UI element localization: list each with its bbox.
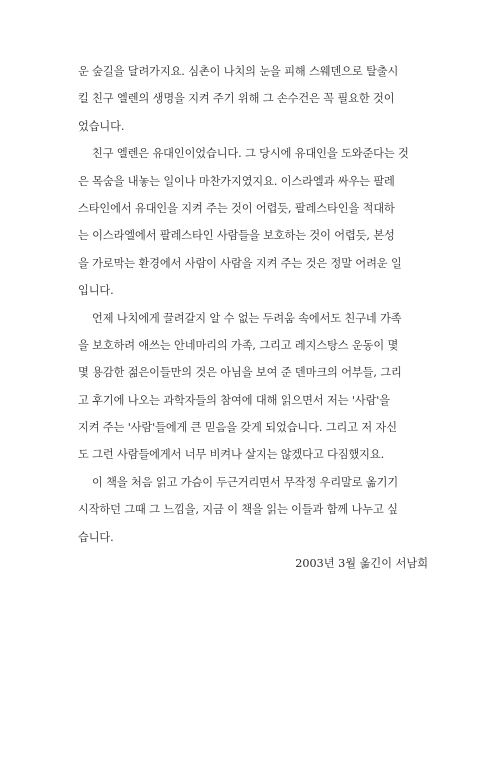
text-line: 친구 엘렌은 유대인이었습니다. 그 당시에 유대인을 도와준다는 것 xyxy=(92,147,409,161)
text-line: 습니다. xyxy=(78,530,114,544)
text-line: 은 목숨을 내놓는 일이나 마찬가지였지요. 이스라엘과 싸우는 팔레 xyxy=(78,174,395,188)
text-line: 언제 나치에게 끌려갈지 알 수 없는 두려움 속에서도 친구네 가족 xyxy=(92,311,402,325)
text-line: 도 그런 사람들에게서 너무 비켜나 살지는 않겠다고 다짐했지요. xyxy=(78,448,385,462)
text-line: 입니다. xyxy=(78,284,114,298)
paragraph-1 xyxy=(78,58,428,140)
paragraph-4 xyxy=(78,469,428,551)
text-line: 는 이스라엘에서 팔레스타인 사람들을 보호하는 것이 어렵듯, 본성 xyxy=(78,229,395,243)
text-line: 시작하던 그때 그 느낌을, 지금 이 책을 읽는 이들과 함께 나누고 싶 xyxy=(78,503,398,517)
text-line: 지켜 주는 '사람'들에게 큰 믿음을 갖게 되었습니다. 그리고 저 자신 xyxy=(78,421,397,435)
text-line: 이 책을 처음 읽고 가슴이 두근거리면서 무작정 우리말로 옮기기 xyxy=(92,475,399,489)
paragraph-3 xyxy=(78,305,428,469)
body-text xyxy=(78,58,428,551)
text-line: 몇 용감한 젊은이들만의 것은 아님을 보여 준 덴마크의 어부들, 그리 xyxy=(78,366,402,380)
text-line: 킬 친구 엘렌의 생명을 지켜 주기 위해 그 손수건은 꼭 필요한 것이 xyxy=(78,92,395,106)
text-line: 었습니다. xyxy=(78,119,125,133)
text-line: 고 후기에 나오는 과학자들의 참여에 대해 읽으면서 저는 '사람'을 xyxy=(78,393,390,407)
translator-signature: 2003년 3월 옮긴이 서남희 xyxy=(295,557,428,570)
text-line: 을 가로막는 환경에서 사람이 사람을 지켜 주는 것은 정말 어려운 일 xyxy=(78,256,402,270)
text-line: 운 숲길을 달려가지요. 심촌이 나치의 눈을 피해 스웨덴으로 탈출시 xyxy=(78,65,399,78)
text-line: 을 보호하려 애쓰는 안네마리의 가족, 그리고 레지스탕스 운동이 몇 xyxy=(78,338,399,352)
text-line: 스타인에서 유대인을 지켜 주는 것이 어렵듯, 팔레스타인을 적대하 xyxy=(78,201,395,215)
paragraph-2 xyxy=(78,140,428,304)
